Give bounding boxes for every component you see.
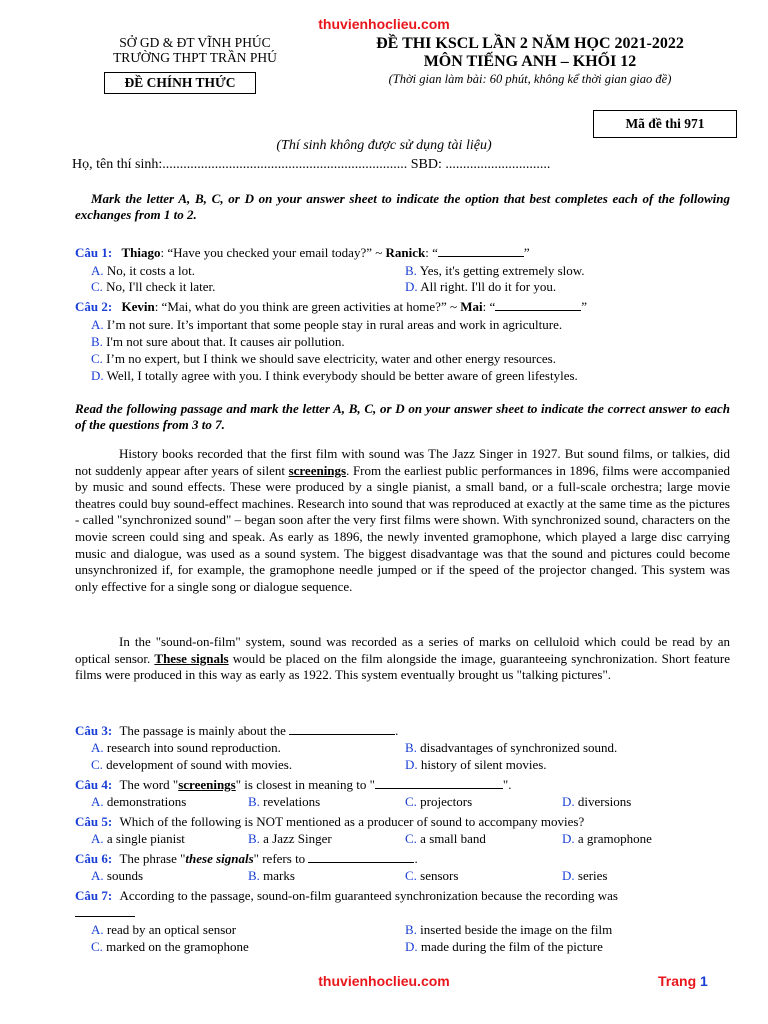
q6-option-b[interactable]: B. marks [248, 868, 295, 883]
question-2: Câu 2: Kevin: “Mai, what do you think are green activities at home?” ~ Mai: “ ” [75, 299, 588, 314]
q3-option-b[interactable]: B. disadvantages of synchronized sound. [405, 740, 618, 755]
q2-option-a[interactable]: A. I’m not sure. It’s important that some people stay in rural areas and work in agriculture. [91, 317, 563, 332]
underlined-word: screenings [288, 462, 347, 478]
q3-option-a[interactable]: A. research into sound reproduction. [91, 740, 281, 755]
instruction-1: Mark the letter A, B, C, or D on your answer sheet to indicate the option that best completes each of the following exchanges from 1 to 2. [75, 191, 730, 222]
q1-option-a[interactable]: A. No, it costs a lot. [91, 263, 195, 278]
question-3: Câu 3: The passage is mainly about the . [75, 723, 399, 738]
passage-paragraph-2: In the "sound-on-film" system, sound was recorded as a series of marks on celluloid which could be read by an optical sensor. These signals would be placed on the film alongside the image, guaranteeing synchronization. Short feature films were produced in this way as early as 1922. This system eventually brought us "talking pictures". [75, 634, 731, 683]
exam-title: ĐỀ THI KSCL LẦN 2 NĂM HỌC 2021-2022 [376, 35, 684, 52]
q7-blank [75, 904, 135, 921]
page-number: Trang 1 [658, 973, 708, 989]
q1-option-b[interactable]: B. Yes, it's getting extremely slow. [405, 263, 585, 278]
question-4: Câu 4: The word "screenings" is closest in meaning to " ". [75, 777, 512, 792]
question-5: Câu 5: Which of the following is NOT mentioned as a producer of sound to accompany movies? [75, 814, 585, 829]
q6-option-c[interactable]: C. sensors [405, 868, 459, 883]
department-name: SỞ GD & ĐT VĨNH PHÚC [119, 35, 271, 50]
q5-option-a[interactable]: A. a single pianist [91, 831, 185, 846]
no-documents-note: (Thí sinh không được sử dụng tài liệu) [276, 138, 492, 153]
school-name: TRƯỜNG THPT TRẦN PHÚ [113, 50, 277, 65]
q2-option-b[interactable]: B. I'm not sure about that. It causes air pollution. [91, 334, 345, 349]
candidate-name-line: Họ, tên thí sinh:...................................................................... SBD: .............................. [72, 157, 551, 172]
q5-option-b[interactable]: B. a Jazz Singer [248, 831, 332, 846]
q1-option-d[interactable]: D. All right. I'll do it for you. [405, 279, 557, 294]
passage-paragraph-1: History books recorded that the first film with sound was The Jazz Singer in 1927. But sound films, or talkies, did not suddenly appear after years of silent screenings. From the earliest public performances in 1896, films were accompanied by music and sound effects. These were produced by a single pianist, a small band, or a full-scale orchestra; large movie theatres could buy sound-effect machines. Research into sound that was reproduced at exactly at the same time as the pictures - called "synchronized sound" – began soon after the very first films were shown. With synchronized sound, characters on the movie screen could sing and speak. As early as 1896, the newly invented gramophone, which played a large disc carrying music and dialogue, was used as a sound system. The biggest disadvantage was that the sound and pictures could become unsynchronized if, for example, the gramophone needle jumped or if the speed of the projector changed. This system was only effective for a single song or dialogue sequence. [75, 446, 730, 594]
question-7: Câu 7: According to the passage, sound-on-film guaranteed synchronization because the recording was [75, 888, 618, 903]
q3-option-c[interactable]: C. development of sound with movies. [91, 757, 293, 772]
q4-option-a[interactable]: A. demonstrations [91, 794, 187, 809]
q5-option-d[interactable]: D. a gramophone [562, 831, 652, 846]
q5-option-c[interactable]: C. a small band [405, 831, 486, 846]
official-badge: ĐỀ CHÍNH THỨC [104, 72, 256, 94]
question-6: Câu 6: The phrase "these signals" refers to . [75, 851, 418, 866]
q4-option-b[interactable]: B. revelations [248, 794, 321, 809]
q2-option-c[interactable]: C. I’m no expert, but I think we should save electricity, water and other energy resources. [91, 351, 556, 366]
question-number: Câu 2: [75, 299, 113, 314]
q7-option-a[interactable]: A. read by an optical sensor [91, 922, 237, 937]
q4-option-c[interactable]: C. projectors [405, 794, 473, 809]
q1-option-c[interactable]: C. No, I'll check it later. [91, 279, 216, 294]
q7-option-b[interactable]: B. inserted beside the image on the film [405, 922, 613, 937]
underlined-phrase: These signals [154, 650, 229, 666]
question-number: Câu 1: [75, 245, 113, 260]
q4-option-d[interactable]: D. diversions [562, 794, 632, 809]
question-1: Câu 1: Thiago: “Have you checked your email today?” ~ Ranick: “ ” [75, 245, 530, 260]
q6-option-a[interactable]: A. sounds [91, 868, 144, 883]
time-note: (Thời gian làm bài: 60 phút, không kể thời gian giao đề) [388, 72, 672, 86]
instruction-2: Read the following passage and mark the letter A, B, C, or D on your answer sheet to indicate the correct answer to each of the questions from 3 to 7. [75, 401, 730, 432]
q3-option-d[interactable]: D. history of silent movies. [405, 757, 547, 772]
q7-option-c[interactable]: C. marked on the gramophone [91, 939, 249, 954]
exam-code: Mã đề thi 971 [593, 110, 737, 138]
q2-option-d[interactable]: D. Well, I totally agree with you. I think everybody should be better aware of green lifestyles. [91, 368, 578, 383]
q6-option-d[interactable]: D. series [562, 868, 608, 883]
site-footer: thuvienhoclieu.com [318, 973, 450, 989]
exam-subject: MÔN TIẾNG ANH – KHỐI 12 [423, 53, 637, 70]
q7-option-d[interactable]: D. made during the film of the picture [405, 939, 603, 954]
site-header: thuvienhoclieu.com [318, 16, 450, 32]
